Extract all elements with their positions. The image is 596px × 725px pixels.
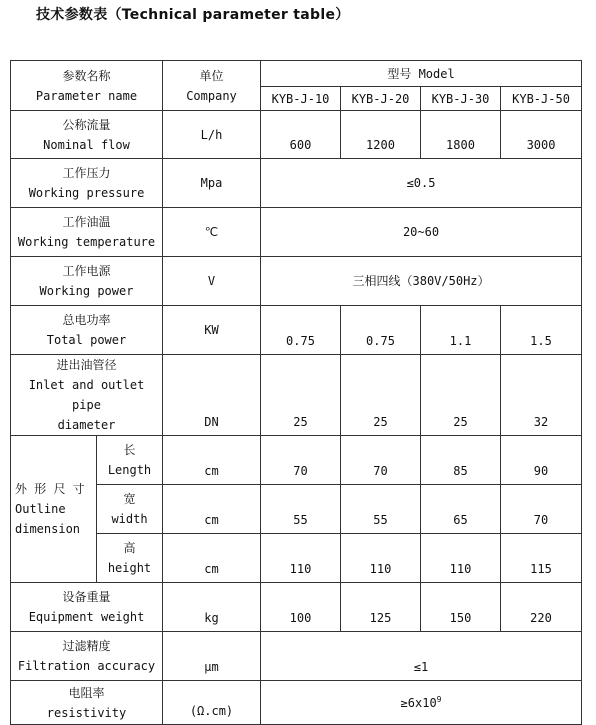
value-cell: 25 [261,355,341,436]
table-row [11,485,582,534]
table-row [11,681,582,725]
value-cell: 0.75 [261,306,341,355]
param-label-cn: 总电功率 [62,313,111,327]
table-row [11,632,582,681]
model-header: 型号 Model [261,61,582,87]
resistivity-exponent: 9 [436,694,442,704]
unit-header-en: Company [186,88,237,103]
param-label [11,583,163,632]
model-cell: KYB-J-10 [261,87,341,111]
param-label [11,257,163,306]
param-label [11,681,163,725]
resistivity-value: ≥6x10 [400,695,437,710]
value-cell: 110 [261,534,341,583]
value-cell: 70 [501,485,582,534]
sub-param-cn: 长 [123,443,136,457]
table-row [11,257,582,306]
page-title: 技术参数表（Technical parameter table） [36,7,350,23]
unit-cell: cm [163,436,261,485]
unit-cell: (Ω.cm) [163,681,261,725]
table-row [11,534,582,583]
table-row [11,306,582,355]
unit-cell: cm [163,534,261,583]
table-row [11,111,582,159]
outline-dimension-label [11,436,97,583]
param-label-cn: 工作油温 [62,215,111,229]
table-row [11,583,582,632]
param-label-en: Working temperature [17,235,156,249]
unit-header [163,61,261,111]
unit-cell: KW [163,306,261,355]
param-label-en: diameter [57,418,116,432]
value-cell: 1800 [421,111,501,159]
value-cell [261,681,582,725]
unit-cell: Mpa [163,159,261,208]
value-cell: 125 [341,583,421,632]
sub-param-cn: 高 [123,541,136,555]
technical-parameter-table [10,60,582,725]
value-cell: 90 [501,436,582,485]
param-name-header-en: Parameter name [35,88,138,103]
table-row [11,208,582,257]
value-cell: 25 [421,355,501,436]
param-label-cn: 工作压力 [62,166,111,180]
value-cell: 110 [421,534,501,583]
value-cell: 55 [261,485,341,534]
param-label-en: Outline [15,502,66,516]
model-cell: KYB-J-30 [421,87,501,111]
value-cell: 110 [341,534,421,583]
param-label [11,632,163,681]
value-cell: 32 [501,355,582,436]
param-label-en: dimension [15,522,81,536]
value-cell: 55 [341,485,421,534]
param-label-cn: 工作电源 [62,264,111,278]
param-label [11,111,163,159]
param-name-header-cn: 参数名称 [62,68,111,83]
value-cell: 20~60 [261,208,582,257]
sub-param-en: width [111,512,148,526]
unit-cell: DN [163,355,261,436]
param-label-en: Working pressure [28,186,145,200]
value-cell: ≤1 [261,632,582,681]
value-cell: 0.75 [341,306,421,355]
param-label-cn: 设备重量 [62,590,111,604]
unit-cell: cm [163,485,261,534]
table-row [11,159,582,208]
unit-cell: μm [163,632,261,681]
param-label-cn: 电阻率 [68,685,105,700]
sub-param-label [97,485,163,534]
value-cell: 25 [341,355,421,436]
param-label-en: Working power [39,284,134,298]
unit-cell: kg [163,583,261,632]
value-cell: 220 [501,583,582,632]
param-label-cn: 过滤精度 [62,639,111,653]
unit-cell: L/h [163,111,261,159]
value-cell: 115 [501,534,582,583]
param-label [11,306,163,355]
value-cell: 1200 [341,111,421,159]
value-cell: ≤0.5 [261,159,582,208]
value-cell: 85 [421,436,501,485]
param-label [11,159,163,208]
header-row [11,61,582,87]
table-row [11,355,582,436]
value-cell: 100 [261,583,341,632]
table-row [11,436,582,485]
param-label-en: Equipment weight [28,610,145,624]
value-cell: 3000 [501,111,582,159]
param-label [11,355,163,436]
sub-param-label [97,436,163,485]
unit-cell: V [163,257,261,306]
sub-param-label [97,534,163,583]
param-label-cn: 公称流量 [62,117,111,132]
param-label-en: Total power [46,333,127,347]
model-cell: KYB-J-20 [341,87,421,111]
param-label-en: resistivity [46,705,127,720]
value-cell: 三相四线（380V/50Hz） [261,257,582,306]
param-label-cn: 进出油管径 [56,358,117,372]
param-label-en: Filtration accuracy [17,659,156,673]
value-cell: 1.1 [421,306,501,355]
value-cell: 1.5 [501,306,582,355]
sub-param-cn: 宽 [123,492,136,506]
value-cell: 70 [261,436,341,485]
value-cell: 600 [261,111,341,159]
param-label-en: Inlet and outlet pipe [28,378,145,412]
param-label-en: Nominal flow [43,137,130,152]
unit-header-cn: 单位 [199,68,224,83]
value-cell: 65 [421,485,501,534]
param-name-header [11,61,163,111]
sub-param-en: height [107,561,152,575]
sub-param-en: Length [107,463,152,477]
unit-cell: ℃ [163,208,261,257]
value-cell: 150 [421,583,501,632]
value-cell: 70 [341,436,421,485]
param-label [11,208,163,257]
model-cell: KYB-J-50 [501,87,582,111]
param-label-cn: 外 形 尺 寸 [15,482,85,496]
